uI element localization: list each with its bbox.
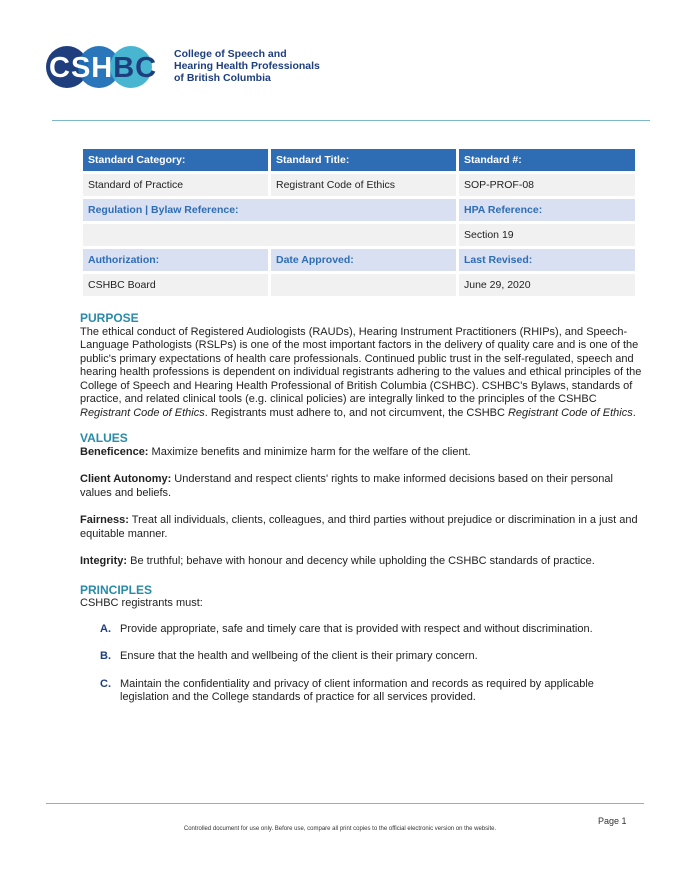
header-hpa-reference: HPA Reference: [459,199,635,221]
purpose-italic-title-2: Registrant Code of Ethics [507,406,633,419]
logo-org-line1: College of Speech and [174,48,287,60]
header-standard-category: Standard Category: [83,149,268,171]
value-regulation-reference [83,224,456,246]
value-text: Understand and respect clients' rights to make informed decisions based on their personal values and beliefs. [80,473,613,499]
value-hpa-reference: Section 19 [459,224,635,246]
value-term: Fairness: [80,514,129,526]
list-item [80,623,642,637]
principles-section [80,584,642,705]
header-last-revised: Last Revised: [459,249,635,271]
table-row [83,249,635,271]
logo-letters-dark: BC [113,52,158,84]
header-divider [52,120,650,121]
value-item-integrity [80,555,642,569]
footer-divider [46,803,644,804]
header-standard-number: Standard #: [459,149,635,171]
list-text: Ensure that the health and wellbeing of the client is their primary concern. [120,650,478,662]
table-row [83,174,635,196]
header-date-approved: Date Approved: [271,249,456,271]
table-row [83,224,635,246]
logo-org-name [174,48,320,84]
value-text: Be truthful; behave with honour and decency while upholding the CSHBC standards of practice. [127,555,595,567]
value-standard-number: SOP-PROF-08 [459,174,635,196]
logo-org-line2: Hearing Health Professionals [174,60,320,72]
list-text: Maintain the confidentiality and privacy of client information and records as required by applicable legislation and the College standards of practice for all services provided. [120,677,594,703]
table-row [83,274,635,296]
value-text: Treat all individuals, clients, colleagues, and third parties without prejudice or discrimination in a just and equitable manner. [80,514,638,540]
list-letter: C. [100,677,111,690]
principles-list [80,623,642,705]
logo-org-line3: of British Columbia [174,72,271,84]
purpose-paragraph [80,326,642,421]
logo-circles-mark [46,42,166,92]
purpose-text-2: . Registrants must adhere to, and not circumvent, the CSHBC [204,406,508,419]
header-regulation-reference: Regulation | Bylaw Reference: [83,199,456,221]
page-number: Page 1 [598,816,627,826]
logo-letters [49,52,165,85]
purpose-heading: PURPOSE [80,311,139,325]
value-authorization: CSHBC Board [83,274,268,296]
controlled-document-note: Controlled document for use only. Before use, compare all print copies to the official electronic version on the website. [183,826,497,832]
value-item-beneficence [80,446,642,460]
purpose-italic-title-1: Registrant Code of Ethics [80,406,205,419]
value-term: Beneficence: [80,445,149,458]
header-authorization: Authorization: [83,249,268,271]
list-text: Provide appropriate, safe and timely care that is provided with respect and without discrimination. [120,622,593,635]
purpose-text-3: . [632,406,636,419]
value-standard-title: Registrant Code of Ethics [271,174,456,196]
principles-heading: PRINCIPLES [80,582,153,597]
value-term: Client Autonomy: [80,473,172,485]
cshbc-logo [46,42,336,92]
values-section [80,432,642,569]
values-heading: VALUES [80,431,128,445]
standard-info-table [80,146,638,299]
value-term: Integrity: [80,555,128,567]
list-item [80,650,642,664]
value-last-revised: June 29, 2020 [459,274,635,296]
value-item-fairness [80,514,642,541]
value-standard-category: Standard of Practice [83,174,268,196]
list-letter: B. [100,650,111,662]
value-item-client-autonomy [80,473,642,500]
value-date-approved [271,274,456,296]
header-standard-title: Standard Title: [271,149,456,171]
value-text: Maximize benefits and minimize harm for the welfare of the client. [148,445,471,458]
list-letter: A. [100,622,111,635]
principles-intro: CSHBC registrants must: [80,597,203,609]
table-row [83,149,635,171]
logo-letters-light: CSH [49,52,114,84]
purpose-section [80,312,642,420]
purpose-text-1: The ethical conduct of Registered Audiologists (RAUDs), Hearing Instrument Practitioners (RHIPs), and Speech-Language Pathologists (RSLPs) is one of the most important factors in the delivery of quality care and is one of the public's primary expectations of health care professionals. Continued public trust in the self-regulated, speech and hearing health professions is dependent on individual registrants adhering to the values and ethical principles of the College of Speech and Hearing Health Professional of British Columbia (CSHBC). CSHBC's Bylaws, standards of practice, and related clinical tools (e.g. clinical policies) are integrally linked to the principles of the CSHBC [80,325,642,405]
document-body [80,312,642,719]
list-item [80,678,642,705]
table-row [83,199,635,221]
